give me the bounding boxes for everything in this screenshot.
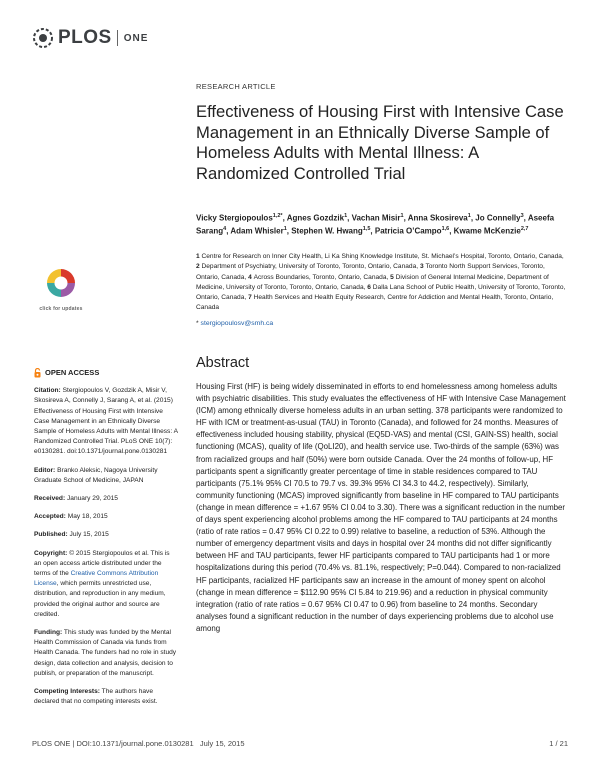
crossmark-icon xyxy=(46,268,76,300)
abstract-heading: Abstract xyxy=(196,355,250,371)
affiliation-text: Dalla Lana School of Public Health, University of Toronto, Toronto, Ontario, Canada, xyxy=(196,283,566,302)
competing-interests-label: Competing Interests: xyxy=(34,688,100,696)
logo-plos-text: PLOS xyxy=(58,27,112,48)
author-name: Aseefa Sarang xyxy=(196,213,555,236)
author-affiliation-marker: 4 xyxy=(223,226,227,233)
author-affiliation-marker: 1 xyxy=(400,213,404,219)
affiliation-number: 3 xyxy=(419,263,426,271)
logo-one-text: ONE xyxy=(123,32,149,44)
corresponding-marker: * xyxy=(196,320,201,327)
abstract-text: Housing First (HF) is being widely disseminated in efforts to end homelessness among homeless adults with psychiatric disabilities. This study evaluates the effectiveness of HF with Intensive Case Management (ICM) among ethnically diverse homeless adults in an urban setting. 378 participants were randomized to HF with ICM or treatment-as-usual (TAU) in Toronto (Canada), and followed for 24 months. Measures of effectiveness included housing stability, physical (EQ5D-VAS) and mental (CSI, GAIN-SS) health, social functioning (MCAS), quality of life (QoLI20), and health service use. Two-thirds of the sample (63%) was from racialized groups and half (50%) were born outside Canada. Over the 24 months of follow-up, HF participants spent a significantly greater percentage of time in stable residences compared to TAU participants (75.1% 95% CI 70.5 to 79.7 vs. 39.3% 95% CI 34.3 to 44.2, respectively). Similarly, community functioning (MCAS) improved significantly from baseline in HF compared to TAU participants (change in mean difference = +1.67 95% CI 0.04 to 3.30). There was a significant reduction in the number of days spent experiencing alcohol problems among the HF compared to TAU participants at 24 months (ratio of rate ratios = 0.47 95% CI 0.22 to 0.99) relative to baseline, a reduction of 53%. Although the number of emergency department visits and days in hospital over 24 months did not differ significantly between HF and TAU participants, fewer HF participants compared to TAU participants had 1 or more hospitalizations during this period (70.4% vs. 81.1%, respectively; P=0.044). Compared to non-racialized HF participants, racialized HF participants saw an increase in the amount of money spent on alcohol (change in mean difference = $112.90 95% CI 5.84 to 219.96) and a reduction in physical community integration (ratio of rate ratios = 0.67 95% CI 0.47 to 0.96) from baseline to 24 months. Secondary analyses found a significant reduction in the number of days experiencing problems due to alcohol use among xyxy=(196,382,566,633)
open-lock-icon xyxy=(34,368,41,378)
accepted-label: Accepted: xyxy=(34,513,66,521)
copyright-block xyxy=(34,549,178,620)
editor-label: Editor: xyxy=(34,466,56,474)
copyright-text-2: , which permits unrestricted use, distribution, and reproduction in any medium, provided the original author and source are credited. xyxy=(34,580,166,618)
footer-date: July 15, 2015 xyxy=(199,739,245,748)
footer-left xyxy=(32,739,245,748)
editor-block xyxy=(34,466,178,486)
article-sidebar xyxy=(34,368,178,715)
article-type: RESEARCH ARTICLE xyxy=(196,82,276,91)
page-number: 1 / 21 xyxy=(549,739,568,748)
author-name: Jo Connelly xyxy=(475,213,521,223)
competing-interests-block xyxy=(34,687,178,707)
affiliation-number: 5 xyxy=(390,273,396,281)
author-affiliation-marker: 1 xyxy=(467,213,471,219)
license-link[interactable]: Creative Commons Attribution License xyxy=(34,570,159,588)
logo-divider xyxy=(117,30,118,46)
citation-label: Citation: xyxy=(34,387,61,395)
crossmark-badge[interactable] xyxy=(38,268,84,312)
author-list: Vicky Stergiopoulos$^{1,2*}$, Agnes Gozdzik$^1$, Vachan Misir$^1$, Anna Skosireva$^1$, Jo Connelly$^3$, Aseefa Sarang$^4$, Adam Whisler$^1$, Stephen W. Hwang$^{1,5}$, Patricia O’Campo$^{1,6}$, Kwame McKenzie$^{2,7}$ xyxy=(196,213,555,236)
affiliation-list xyxy=(196,252,568,314)
affiliation-text: Division of General Internal Medicine, Department of Medicine, University of Toronto, Toronto, Ontario, Canada, xyxy=(196,273,549,291)
author-name: Kwame McKenzie xyxy=(453,226,521,236)
published-date: July 15, 2015 xyxy=(69,531,109,539)
author-affiliation-marker: 1,2* xyxy=(272,213,283,219)
author-name: Adam Whisler xyxy=(230,226,284,236)
affiliation-number: 7 xyxy=(248,294,254,302)
page-footer xyxy=(32,739,568,748)
article-title: Effectiveness of Housing First with Intensive Case Management in an Ethnically Diverse Sample of Homeless Adults with Mental Illness: A Randomized Controlled Trial xyxy=(196,102,564,183)
author-affiliation-marker: 1 xyxy=(283,226,287,233)
accepted-date: May 18, 2015 xyxy=(67,513,108,521)
published-block xyxy=(34,530,178,540)
author-name: Anna Skosireva xyxy=(407,213,468,223)
received-block xyxy=(34,494,178,504)
author-affiliation-marker: 2,7 xyxy=(520,226,529,233)
affiliation-number: 6 xyxy=(367,283,373,291)
copyright-label: Copyright: xyxy=(34,549,68,557)
affiliation-text: Centre for Research on Inner City Health, Li Ka Shing Knowledge Institute, St. Michael’s Hospital, Toronto, Ontario, Canada, xyxy=(201,253,564,260)
affiliation-text: Health Services and Health Equity Research, Centre for Addiction and Mental Health, Toronto, Ontario, Canada xyxy=(196,294,554,312)
footer-doi: PLOS ONE | DOI:10.1371/journal.pone.0130281 xyxy=(32,739,194,748)
editor-text: Branko Aleksic, Nagoya University Graduate School of Medicine, JAPAN xyxy=(34,466,158,484)
author-affiliation-marker: 1,6 xyxy=(441,226,450,233)
author-name: Agnes Gozdzik xyxy=(286,213,345,223)
citation-block xyxy=(34,386,178,457)
competing-interests-text: The authors have declared that no competing interests exist. xyxy=(34,688,158,706)
author-name: Patricia O’Campo xyxy=(374,226,442,236)
author-affiliation-marker: 1,5 xyxy=(362,226,371,233)
corresponding-author xyxy=(196,320,568,327)
journal-logo[interactable] xyxy=(32,26,148,50)
open-access-label: OPEN ACCESS xyxy=(45,368,100,377)
corresponding-email-link[interactable]: stergiopoulosv@smh.ca xyxy=(200,320,274,327)
author-name: Vachan Misir xyxy=(351,213,401,223)
citation-text: Stergiopoulos V, Gozdzik A, Misir V, Skosireva A, Connelly J, Sarang A, et al. (2015) Effectiveness of Housing First with Intensive Case Management in an Ethnically Diverse Sample of Homeless Adults with Mental Illness: A Randomized Controlled Trial. PLoS ONE 10(7): e0130281. doi:10.1371/journal.pone.0130281 xyxy=(34,387,178,456)
author-name: Vicky Stergiopoulos xyxy=(196,213,273,223)
published-label: Published: xyxy=(34,531,68,539)
funding-text: This study was funded by the Mental Health Commission of Canada via funds from Health Canada. The funders had no role in study design, data collection and analysis, decision to publish, or preparation of the manuscript. xyxy=(34,629,177,677)
affiliation-text: Toronto North Support Services, Toronto, Ontario, Canada, xyxy=(196,263,545,281)
affiliation-text: Department of Psychiatry, University of Toronto, Toronto, Ontario, Canada, xyxy=(201,263,420,271)
received-label: Received: xyxy=(34,495,66,503)
funding-block xyxy=(34,628,178,679)
received-date: January 29, 2015 xyxy=(67,495,118,503)
author-affiliation-marker: 1 xyxy=(344,213,348,219)
affiliation-text: Across Boundaries, Toronto, Ontario, Canada, xyxy=(253,273,391,281)
accepted-block xyxy=(34,512,178,522)
plos-logo-icon xyxy=(32,27,54,49)
author-affiliation-marker: 3 xyxy=(520,213,524,219)
affiliation-number: 4 xyxy=(248,273,254,281)
author-name: Stephen W. Hwang xyxy=(291,226,363,236)
funding-label: Funding: xyxy=(34,629,63,637)
open-access-badge xyxy=(34,368,178,378)
copyright-text: © 2015 Stergiopoulos et al. This is an open access article distributed under the terms of the xyxy=(34,549,170,578)
crossmark-label: click for updates xyxy=(39,306,83,312)
affiliation-number: 2 xyxy=(196,263,202,271)
affiliation-number: 1 xyxy=(196,253,202,260)
